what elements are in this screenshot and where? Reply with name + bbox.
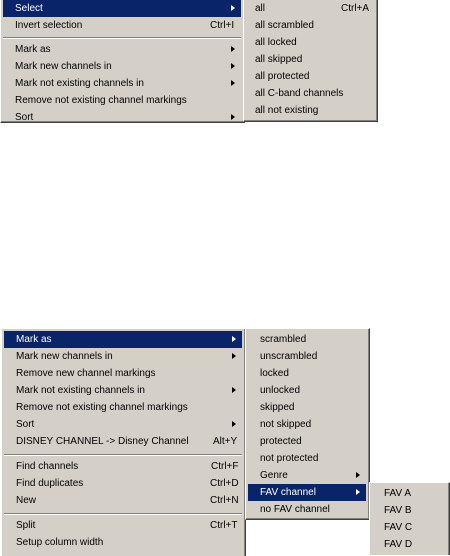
menu-item-shortcut: Ctrl+F <box>211 461 239 472</box>
menu-item-label: FAV B <box>384 505 412 516</box>
menu-item-mark-not-existing[interactable] <box>4 382 242 399</box>
menu-item-disney-rename[interactable] <box>4 433 242 450</box>
menu-item-not-protected[interactable] <box>248 450 366 467</box>
menu-item-label: not skipped <box>260 419 312 430</box>
menu-item-new[interactable] <box>4 492 242 509</box>
menu-item-shortcut: Ctrl+N <box>210 495 239 506</box>
menu-item-shortcut: Ctrl+T <box>210 520 238 531</box>
menu-item-mark-as[interactable] <box>4 331 242 348</box>
menu-item-label: all skipped <box>255 54 303 65</box>
menu-item-label: Mark as <box>15 44 51 55</box>
menu-item-label: Find duplicates <box>16 478 84 489</box>
menu-item-label: Mark as <box>16 334 52 345</box>
menu-item-split[interactable] <box>4 517 242 534</box>
menu-item-fav-b[interactable] <box>372 502 446 519</box>
menu-item-find-duplicates[interactable] <box>4 475 242 492</box>
menu-item-fav-d[interactable] <box>372 536 446 553</box>
submenu-arrow-icon <box>231 114 235 120</box>
submenu-arrow-icon <box>231 63 235 69</box>
menu-item-shortcut: Ctrl+D <box>210 478 239 489</box>
menu-item-label: Mark new channels in <box>15 61 112 72</box>
submenu-arrow-icon <box>232 353 236 359</box>
menu-item-all[interactable] <box>246 0 374 17</box>
menu-item-label: Sort <box>15 112 34 123</box>
menu-item-label: New <box>16 495 37 506</box>
menu-item-label: Mark new channels in <box>16 351 113 362</box>
submenu-arrow-icon <box>231 46 235 52</box>
menu-item-mark-not-existing[interactable] <box>3 75 241 92</box>
menu-item-sort[interactable] <box>3 109 241 126</box>
menu-item-label: all protected <box>255 71 310 82</box>
menu-item-setup-column-width[interactable] <box>4 534 242 551</box>
menu-item-label: Invert selection <box>15 20 83 31</box>
submenu-fav-channel <box>369 482 450 555</box>
context-menu-bottom <box>1 328 246 556</box>
menu-separator <box>3 37 241 39</box>
menu-item-label: scrambled <box>260 334 307 345</box>
menu-item-locked[interactable] <box>248 365 366 382</box>
menu-item-label: FAV channel <box>260 487 316 498</box>
menu-separator <box>4 513 242 515</box>
menu-separator <box>4 454 242 456</box>
submenu-arrow-icon <box>231 80 235 86</box>
menu-item-fav-channel[interactable] <box>248 484 366 501</box>
menu-item-label: Mark not existing channels in <box>15 78 144 89</box>
menu-item-not-skipped[interactable] <box>248 416 366 433</box>
menu-item-label: Remove new channel markings <box>16 368 156 379</box>
menu-item-remove-new-markings[interactable] <box>4 365 242 382</box>
menu-item-all-protected[interactable] <box>246 68 374 85</box>
menu-item-remove-not-existing[interactable] <box>4 399 242 416</box>
menu-item-fav-a[interactable] <box>372 485 446 502</box>
submenu-mark-as <box>245 328 370 520</box>
menu-item-all-skipped[interactable] <box>246 51 374 68</box>
menu-item-label: FAV A <box>384 488 412 499</box>
menu-item-find-channels[interactable] <box>4 458 242 475</box>
menu-item-label: locked <box>260 368 289 379</box>
menu-item-shortcut: Alt+Y <box>213 436 238 447</box>
menu-item-sort[interactable] <box>4 416 242 433</box>
menu-item-label: all not existing <box>255 105 319 116</box>
menu-item-label: unscrambled <box>260 351 318 362</box>
menu-item-no-fav-channel[interactable] <box>248 501 366 518</box>
menu-item-invert-selection[interactable] <box>3 17 241 34</box>
menu-item-all-locked[interactable] <box>246 34 374 51</box>
submenu-arrow-icon <box>231 5 235 11</box>
menu-item-label: all locked <box>255 37 297 48</box>
menu-item-label: skipped <box>260 402 295 413</box>
menu-item-fav-c[interactable] <box>372 519 446 536</box>
submenu-arrow-icon <box>356 489 360 495</box>
menu-item-genre[interactable] <box>248 467 366 484</box>
menu-item-label: Split <box>16 520 36 531</box>
menu-item-mark-new-channels[interactable] <box>3 58 241 75</box>
menu-item-scrambled[interactable] <box>248 331 366 348</box>
menu-item-label: unlocked <box>260 385 301 396</box>
menu-item-label: FAV D <box>384 539 413 550</box>
menu-item-skipped[interactable] <box>248 399 366 416</box>
menu-item-label: Find channels <box>16 461 79 472</box>
menu-item-protected[interactable] <box>248 433 366 450</box>
submenu-arrow-icon <box>232 387 236 393</box>
menu-item-shortcut: Ctrl+A <box>341 3 370 14</box>
menu-item-label: Remove not existing channel markings <box>15 95 187 106</box>
submenu-select <box>243 0 378 122</box>
menu-item-all-not-existing[interactable] <box>246 102 374 119</box>
menu-item-label: FAV C <box>384 522 413 533</box>
menu-item-shortcut: Ctrl+I <box>210 20 235 31</box>
menu-item-mark-as[interactable] <box>3 41 241 58</box>
menu-item-label: all scrambled <box>255 20 314 31</box>
menu-item-all-cband[interactable] <box>246 85 374 102</box>
menu-item-label: Genre <box>260 470 288 481</box>
menu-item-label: Select <box>15 3 43 14</box>
menu-item-all-scrambled[interactable] <box>246 17 374 34</box>
menu-item-label: Sort <box>16 419 35 430</box>
menu-item-select[interactable] <box>3 0 241 17</box>
submenu-arrow-icon <box>232 336 236 342</box>
context-menu-top <box>0 0 245 123</box>
menu-item-label: not protected <box>260 453 319 464</box>
menu-item-label: Mark not existing channels in <box>16 385 145 396</box>
menu-item-label: protected <box>260 436 302 447</box>
menu-item-unscrambled[interactable] <box>248 348 366 365</box>
menu-item-label: no FAV channel <box>260 504 330 515</box>
menu-item-label: Setup column width <box>16 537 104 548</box>
submenu-arrow-icon <box>356 472 360 478</box>
menu-item-label: DISNEY CHANNEL -> Disney Channel <box>16 436 189 447</box>
submenu-arrow-icon <box>232 421 236 427</box>
menu-item-remove-not-existing[interactable] <box>3 92 241 109</box>
menu-item-label: all C-band channels <box>255 88 344 99</box>
menu-item-mark-new-channels[interactable] <box>4 348 242 365</box>
menu-item-label: all <box>255 3 266 14</box>
menu-item-unlocked[interactable] <box>248 382 366 399</box>
menu-item-label: Remove not existing channel markings <box>16 402 188 413</box>
